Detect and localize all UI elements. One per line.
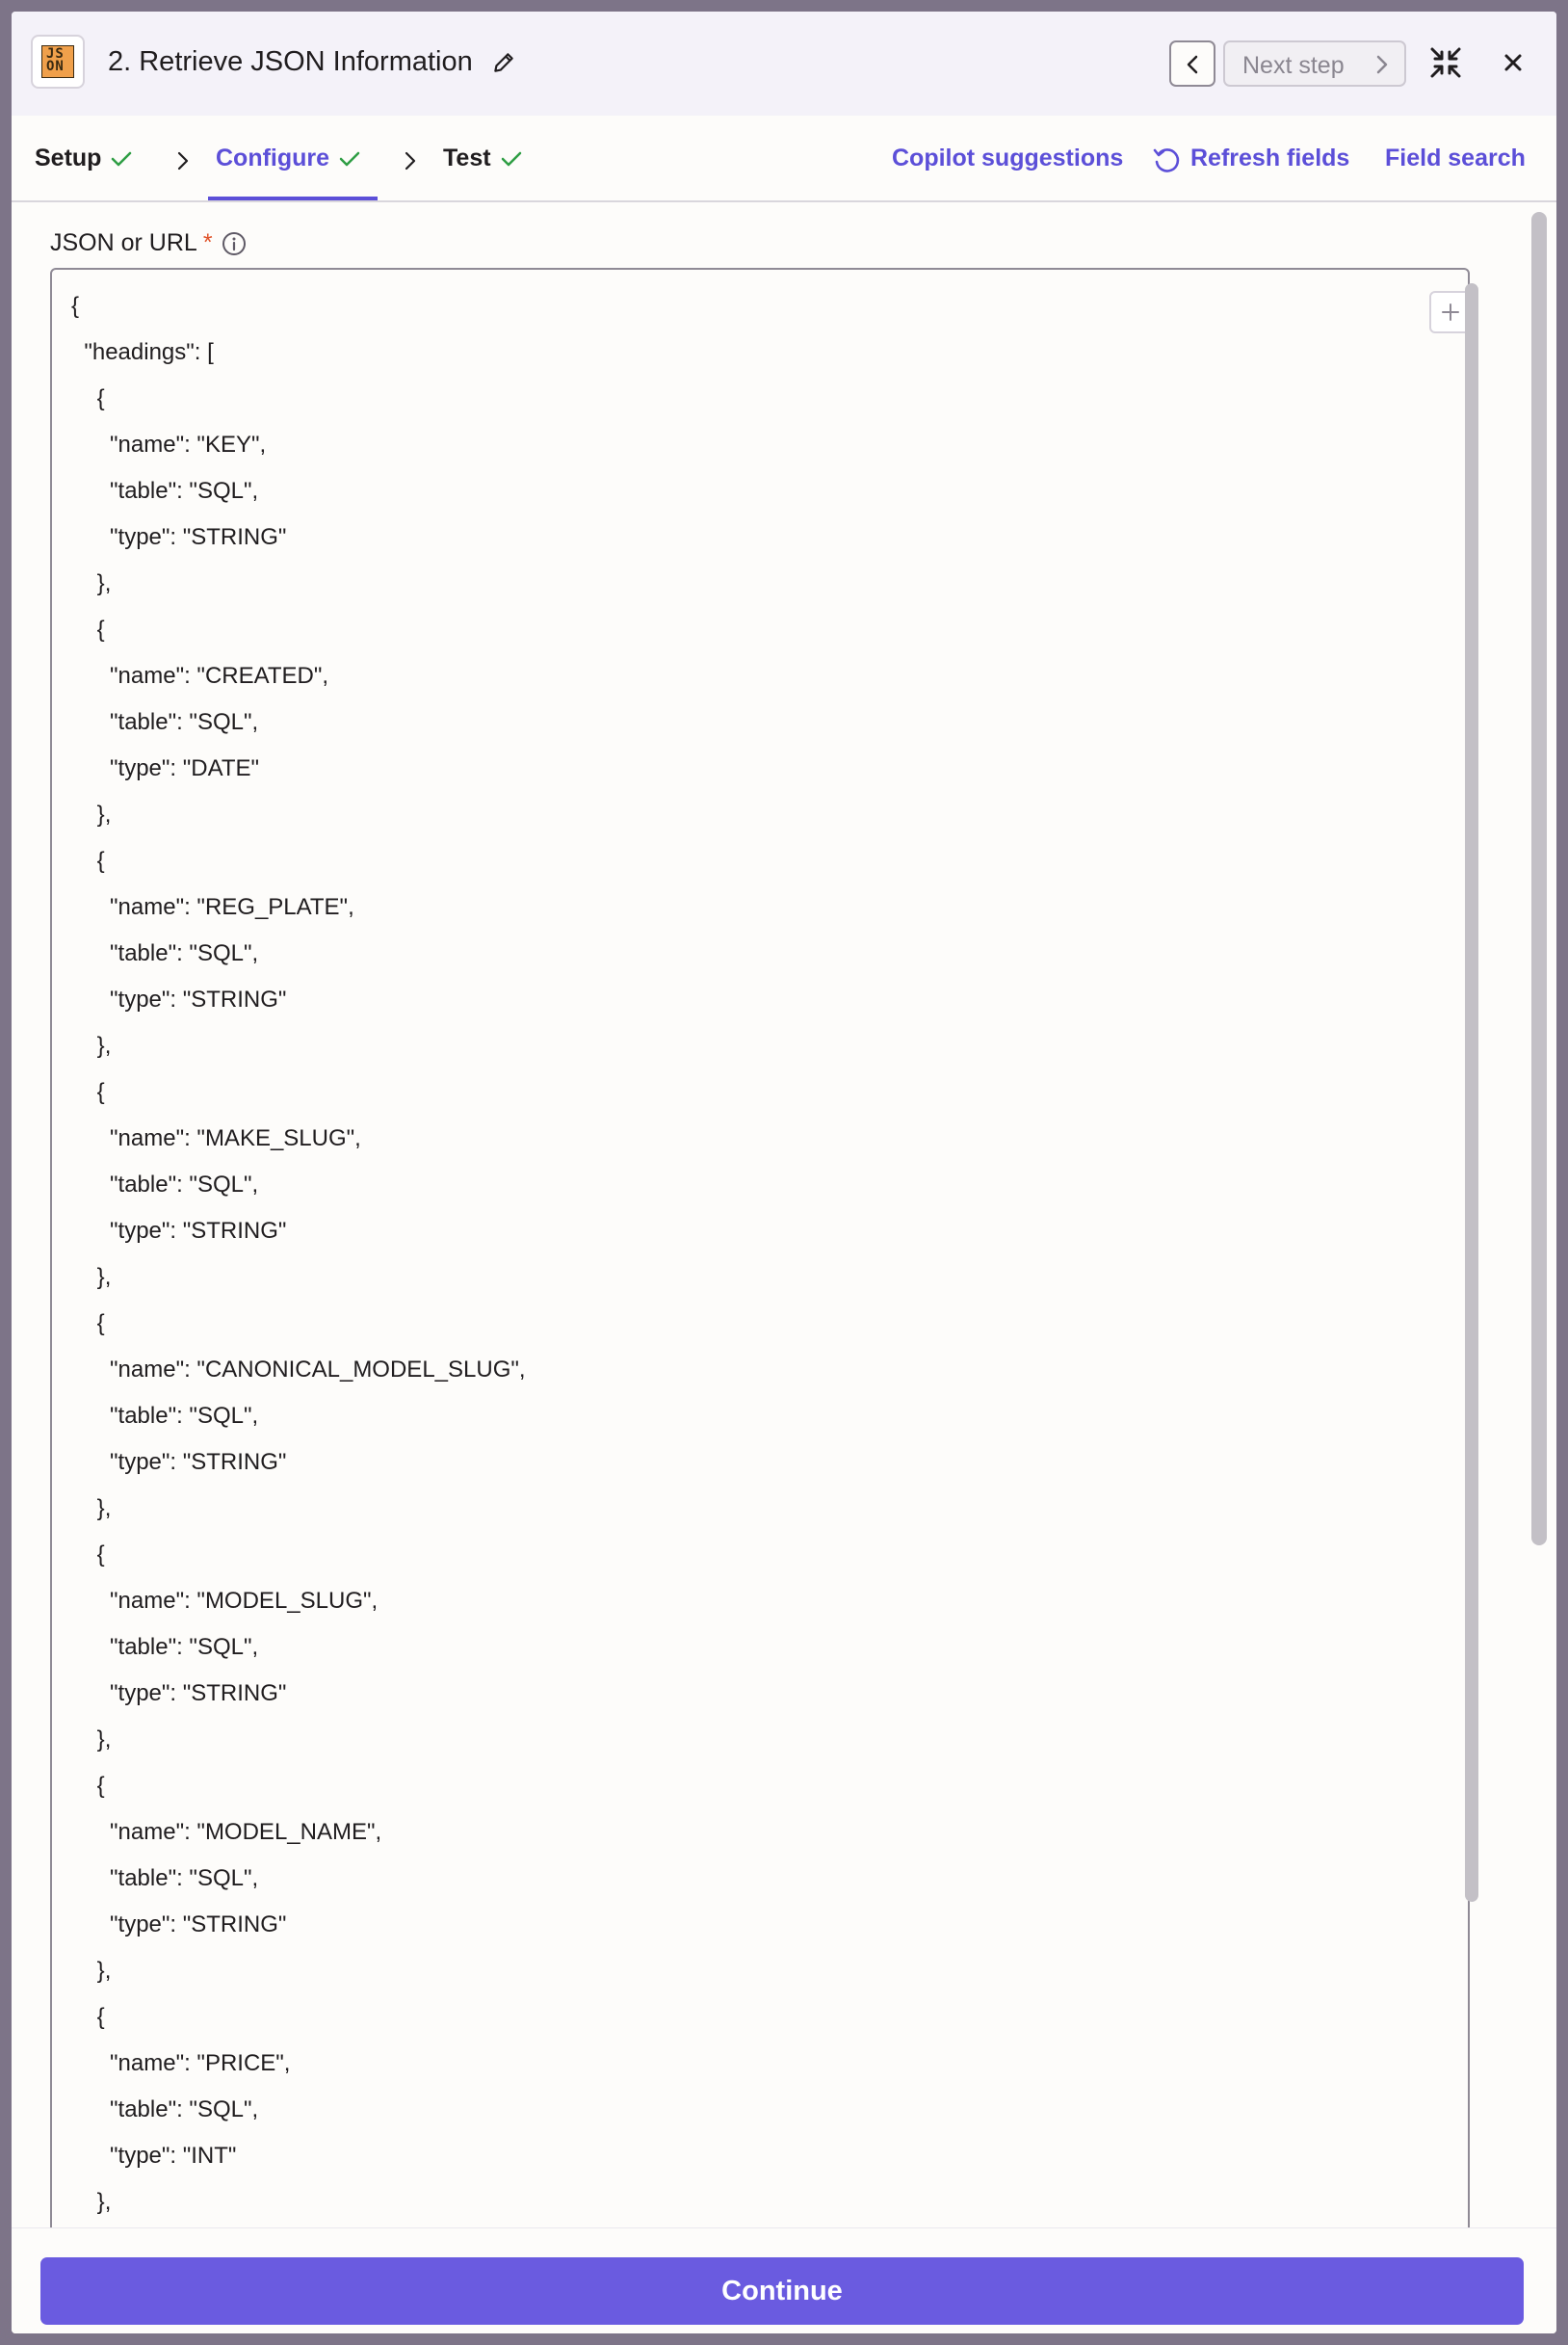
configure-form [12, 202, 1556, 2239]
chevron-left-icon [1184, 54, 1203, 75]
footer [12, 2227, 1556, 2333]
check-icon [339, 150, 360, 168]
close-icon[interactable] [1503, 52, 1524, 73]
chevron-right-icon [1372, 54, 1391, 75]
tab-test[interactable] [443, 145, 522, 172]
field-search-link[interactable]: Field search [1385, 145, 1526, 171]
refresh-fields-link[interactable]: Refresh fields [1190, 145, 1350, 171]
collapse-icon[interactable] [1429, 46, 1462, 79]
chevron-right-icon [175, 150, 191, 171]
json-or-url-input[interactable] [50, 268, 1470, 2272]
next-step-label: Next step [1242, 52, 1345, 79]
copilot-suggestions-link[interactable]: Copilot suggestions [892, 145, 1124, 171]
next-step-button[interactable] [1223, 40, 1406, 87]
pencil-icon[interactable] [491, 50, 516, 75]
field-label-text: JSON or URL [50, 229, 197, 256]
panel-scrollbar[interactable] [1531, 212, 1547, 1545]
info-icon[interactable] [222, 231, 247, 256]
active-tab-indicator [208, 197, 378, 200]
tab-test-label: Test [443, 145, 491, 171]
step-title: 2. Retrieve JSON Information [108, 46, 473, 77]
required-asterisk: * [202, 229, 213, 256]
json-app-icon [31, 35, 85, 89]
chevron-right-icon [403, 150, 418, 171]
tab-setup-label: Setup [35, 145, 102, 171]
json-input-text: { "headings": [ { "name": "KEY", "table": "SQL", "type": "STRING" }, { "name": "CREATED", "table": "SQL", "type": "DATE" }, { "name": "REG_PLATE", "table": "SQL", "type": "STRING" }, { "name": "MAKE_SLUG", "table": "SQL", "type": "STRING" }, { "name": "CANONICAL_MODEL_SLUG", "table": "SQL", "type": "STRING" }, { "name": "MODEL_SLUG", "table": "SQL", "type": "STRING" }, { "name": "MODEL_NAME", "table": "SQL", "type": "STRING" }, { "name": "PRICE", "table": "SQL", "type": "INT" }, [71, 293, 526, 2215]
tab-configure-label: Configure [216, 145, 330, 171]
tab-setup[interactable] [35, 145, 132, 172]
previous-step-button[interactable] [1169, 40, 1215, 87]
step-tabs [12, 116, 1556, 202]
continue-button[interactable]: Continue [40, 2257, 1524, 2325]
plus-icon [1441, 303, 1460, 322]
check-icon [501, 150, 522, 168]
editor-scrollbar[interactable] [1465, 283, 1478, 1902]
tab-configure[interactable] [216, 145, 360, 172]
json-or-url-label [50, 229, 213, 257]
step-editor-panel [12, 12, 1556, 2333]
refresh-icon[interactable] [1152, 146, 1181, 175]
json-badge: JS ON [41, 45, 74, 78]
check-icon [111, 150, 132, 168]
title-bar [12, 12, 1556, 116]
